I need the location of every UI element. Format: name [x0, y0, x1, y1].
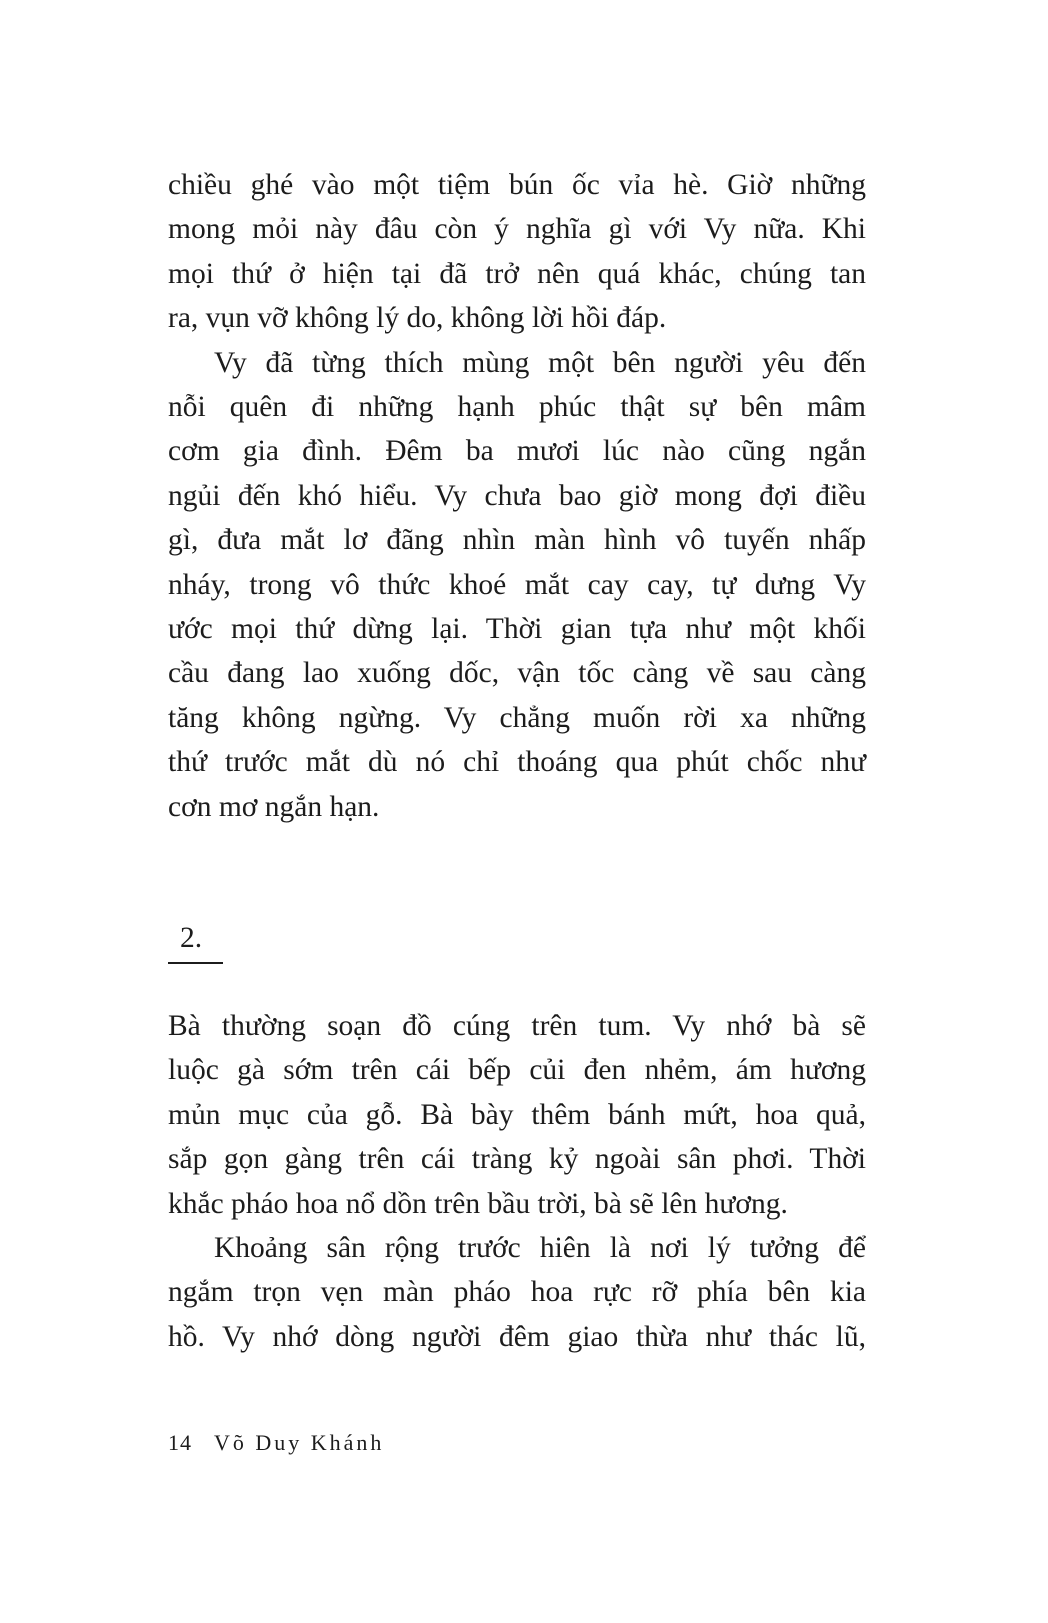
- text-line: cầu đang lao xuống dốc, vận tốc càng về sau càng: [168, 657, 866, 690]
- page-footer: [168, 1428, 384, 1458]
- text-line: ngắm trọn vẹn màn pháo hoa rực rỡ phía bên kia: [168, 1276, 866, 1309]
- section-divider: [168, 962, 223, 964]
- page-number: 14: [168, 1430, 192, 1455]
- text-line: cơm gia đình. Đêm ba mươi lúc nào cũng ngắn: [168, 435, 866, 468]
- text-line: khắc pháo hoa nổ dồn trên bầu trời, bà sẽ lên hương.: [168, 1187, 788, 1220]
- text-line: sắp gọn gàng trên cái tràng kỷ ngoài sân phơi. Thời: [168, 1143, 866, 1176]
- body-text-section-2: [168, 1004, 866, 1359]
- text-line: hồ. Vy nhớ dòng người đêm giao thừa như thác lũ,: [168, 1320, 866, 1353]
- text-line: gì, đưa mắt lơ đãng nhìn màn hình vô tuyến nhấp: [168, 524, 866, 557]
- text-line: cơn mơ ngắn hạn.: [168, 790, 380, 823]
- text-line: luộc gà sớm trên cái bếp củi đen nhẻm, ám hương: [168, 1054, 866, 1087]
- text-line: ước mọi thứ dừng lại. Thời gian tựa như một khối: [168, 613, 866, 646]
- text-line: mọi thứ ở hiện tại đã trở nên quá khác, chúng tan: [168, 257, 866, 290]
- author-name: Võ Duy Khánh: [214, 1430, 385, 1455]
- text-line: mủn mục của gỗ. Bà bày thêm bánh mứt, hoa quả,: [168, 1098, 866, 1131]
- text-line: Khoảng sân rộng trước hiên là nơi lý tưởng để: [214, 1232, 866, 1265]
- text-line: tăng không ngừng. Vy chẳng muốn rời xa những: [168, 701, 866, 734]
- text-line: ngủi đến khó hiểu. Vy chưa bao giờ mong đợi điều: [168, 479, 866, 512]
- text-line: mong mỏi này đâu còn ý nghĩa gì với Vy nữa. Khi: [168, 213, 866, 246]
- text-line: Bà thường soạn đồ cúng trên tum. Vy nhớ bà sẽ: [168, 1010, 866, 1042]
- body-text-section-1: [168, 163, 866, 829]
- text-line: Vy đã từng thích mùng một bên người yêu đến: [214, 346, 866, 379]
- section-number: 2.: [180, 922, 203, 954]
- text-line: thứ trước mắt dù nó chỉ thoáng qua phút chốc như: [168, 746, 866, 779]
- text-line: ra, vụn vỡ không lý do, không lời hồi đáp.: [168, 302, 667, 335]
- text-line: nỗi quên đi những hạnh phúc thật sự bên mâm: [168, 391, 866, 424]
- text-line: chiều ghé vào một tiệm bún ốc vỉa hè. Giờ những: [168, 169, 866, 201]
- text-line: nháy, trong vô thức khoé mắt cay cay, tự dưng Vy: [168, 568, 866, 601]
